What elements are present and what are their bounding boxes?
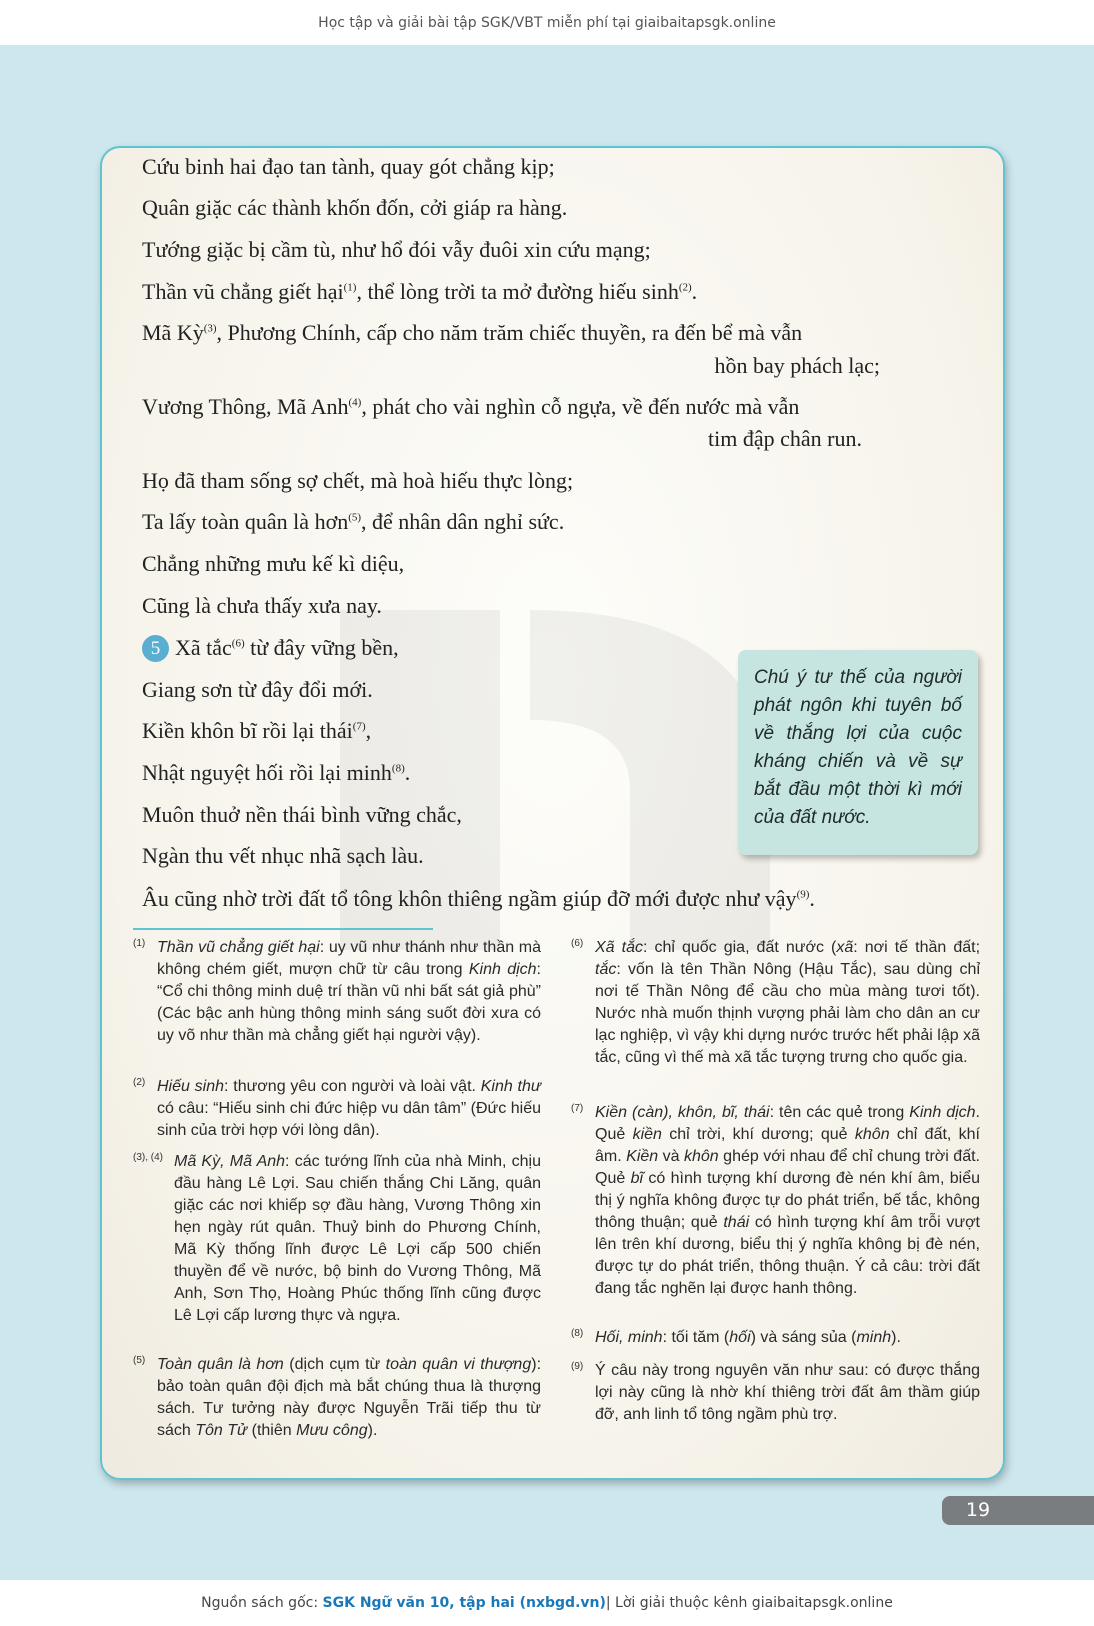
verse-line: Tướng giặc bị cầm tù, như hổ đói vẫy đuôi xin cứu mạng; [142,237,651,262]
footnote-marker: (3), (4) [133,1152,163,1163]
note-text: Chú ý tư thế của người phát ngôn khi tuyên bố về thắng lợi của cuộc kháng chiến và về sự bắt đầu một thời kì mới của đất nước. [754,667,962,828]
footer-suffix: | Lời giải thuộc kênh giaibaitapsgk.online [605,1595,893,1611]
source-footer [0,1580,1094,1626]
verse-line: Mã Kỳ$^{(3)}$, Phương Chính, cấp cho năm trăm chiếc thuyền, ra đến bể mà vẫn [142,320,803,345]
verse-line: Ta lấy toàn quân là hơn$^{(5)}$, để nhân dân nghỉ sức. [142,509,565,534]
verse-line: 5 Xã tắc$^{(6)}$ từ đây vững bền, [142,633,399,663]
verse-line: Thần vũ chẳng giết hại$^{(1)}$, thể lòng trời ta mở đường hiếu $\sinh^{(2)}$. [142,279,698,304]
footnote-item: (8) Hối, minh: tối tăm (hối) và sáng sủa (minh). [571,1328,901,1346]
verse-line: Giang sơn từ đây đổi mới. [142,677,373,702]
footnote-item: (1) Thần vũ chẳng giết hại: uy vũ như thánh như thần mà không chém giết, mượn chữ từ câu trong Kinh dịch: “Cổ chi thông minh duệ trí thần vũ nhi bất sát giả phù” (Các bậc anh hùng thông minh sáng suốt đời xưa có uy võ như thần mà chẳng giết hại người vậy). [133,938,542,1044]
footnote-marker: (8) [571,1328,584,1339]
verse-line: Âu cũng nhờ trời đất tổ tông khôn thiêng ngầm giúp đỡ mới được như vậy$^{(9)}$. [142,886,815,911]
footnote-item: (6) Xã tắc: chỉ quốc gia, đất nước (xã: nơi tế thần đất; tắc: vốn là tên Thần Nông (Hậu Tắc), sau dùng chỉ nơi tế Thần Nông để cầu cho mùa màng tươi tốt). Nước nhà muốn thịnh vượng phải làm cho dân an cư lạc nghiệp, vì vậy khi dựng nước trước hết phải lập xã tắc, cũng vì thế mà xã tắc tượng trưng cho quốc gia. [571,938,981,1066]
verse-line: Họ đã tham sống sợ chết, mà hoà hiếu thực lòng; [142,468,574,493]
verse-line: Quân giặc các thành khốn đốn, cởi giáp ra hàng. [142,195,568,220]
verse-line: Cứu binh hai đạo tan tành, quay gót chẳng kịp; [142,154,555,179]
footnote-marker: (2) [133,1077,146,1088]
footnote-ref: (1) [343,281,357,294]
footnote-item: (9) Ý câu này trong nguyên văn như sau: có được thắng lợi này cũng là nhờ khí thiêng trời đất âm thầm giúp đỡ, anh linh tổ tông ngầm phù trợ. [571,1361,980,1423]
footnote-marker: (7) [571,1103,584,1114]
footnote-item: (7) Kiền (càn), khôn, bĩ, thái: tên các quẻ trong Kinh dịch. Quẻ kiền chỉ trời, khí dương; quẻ khôn chỉ đất, khí âm. Kiền và khôn ghép với nhau để chỉ chung trời đất. Quẻ bĩ có hình tượng khí dương đè nén khí âm, biểu thị ý nghĩa không được tự do phát triển, bế tắc, không thông thuận; quẻ thái có hình tượng khí âm trỗi vượt lên trên khí dương, biểu thị ý nghĩa không bị đè nén, được tự do phát triển, thông thuận. Ý cả câu: trời đất đang tắc nghẽn lại được hanh thông. [571,1103,981,1297]
footnote-marker: (1) [133,938,146,949]
source-book-link[interactable]: SGK Ngữ văn 10, tập hai (nxbgd.vn) [322,1595,606,1611]
paragraph-number-badge: 5 [142,635,169,662]
reading-guide-note [738,650,978,855]
verse-continuation: hồn bay phách lạc; [714,353,880,378]
footnote-ref: (2) [678,281,692,294]
top-banner-text: Học tập và giải bài tập SGK/VBT miễn phí tại giaibaitapsgk.online [318,14,776,31]
footnote-ref: (8) [391,762,405,775]
footnote-ref: (7) [352,720,366,733]
footnote-marker: (6) [571,938,584,949]
footnote-ref: (5) [348,511,362,524]
footnote-item: (3), (4) Mã Kỳ, Mã Anh: các tướng lĩnh của nhà Minh, chịu đầu hàng Lê Lợi. Sau chiến thắng Chi Lăng, quân giặc các nơi khiếp sợ đầu hàng, Vương Thông xin hẹn ngày rút quân. Thuỷ binh do Phương Chính, Mã Kỳ thống lĩnh được Lê Lợi cấp 500 chiến thuyền để về nước, bộ binh do Vương Thông, Mã Anh, Sơn Thọ, Hoàng Phúc thống lĩnh cũng được Lê Lợi cấp lương thực và ngựa. [133,1152,542,1324]
footnote-ref: (6) [231,637,245,650]
verse-line: Muôn thuở nền thái bình vững chắc, [142,802,462,827]
verse-line: Ngàn thu vết nhục nhã sạch làu. [142,843,424,868]
footnote-item: (2) Hiếu sinh: thương yêu con người và loài vật. Kinh thư có câu: “Hiếu sinh chi đức hiệp vu dân tâm” (Đức hiếu sinh của trời hợp với lòng dân). [133,1077,542,1139]
footnote-ref: (4) [348,396,362,409]
verse-line: Cũng là chưa thấy xưa nay. [142,593,382,618]
verse-line: Nhật nguyệt hối rồi lại minh$^{(8)}$. [142,760,411,785]
footnote-marker: (9) [571,1361,584,1372]
top-banner [0,0,1094,45]
verse-continuation: tim đập chân run. [708,426,862,451]
footnote-marker: (5) [133,1355,146,1366]
verse-line: Vương Thông, Mã Anh$^{(4)}$, phát cho vài nghìn cỗ ngựa, về đến nước mà vẫn [142,394,800,419]
footer-prefix: Nguồn sách gốc: [201,1595,319,1611]
footnote-item: (5) Toàn quân là hơn (dịch cụm từ toàn quân vi thượng): bảo toàn quân đội địch mà bắt chúng thua là thượng sách. Tư tưởng này được Nguyễn Trãi tiếp thu từ sách Tôn Tử (thiên Mưu công). [133,1355,542,1439]
verse-line: Chẳng những mưu kế kì diệu, [142,551,405,576]
verse-line: Kiền khôn bĩ rồi lại thái$^{(7)}$, [142,718,372,743]
footnote-ref: (9) [796,888,810,901]
page-number: 19 [942,1496,1094,1525]
footnote-ref: (3) [203,322,217,335]
footnote-divider [133,928,433,930]
